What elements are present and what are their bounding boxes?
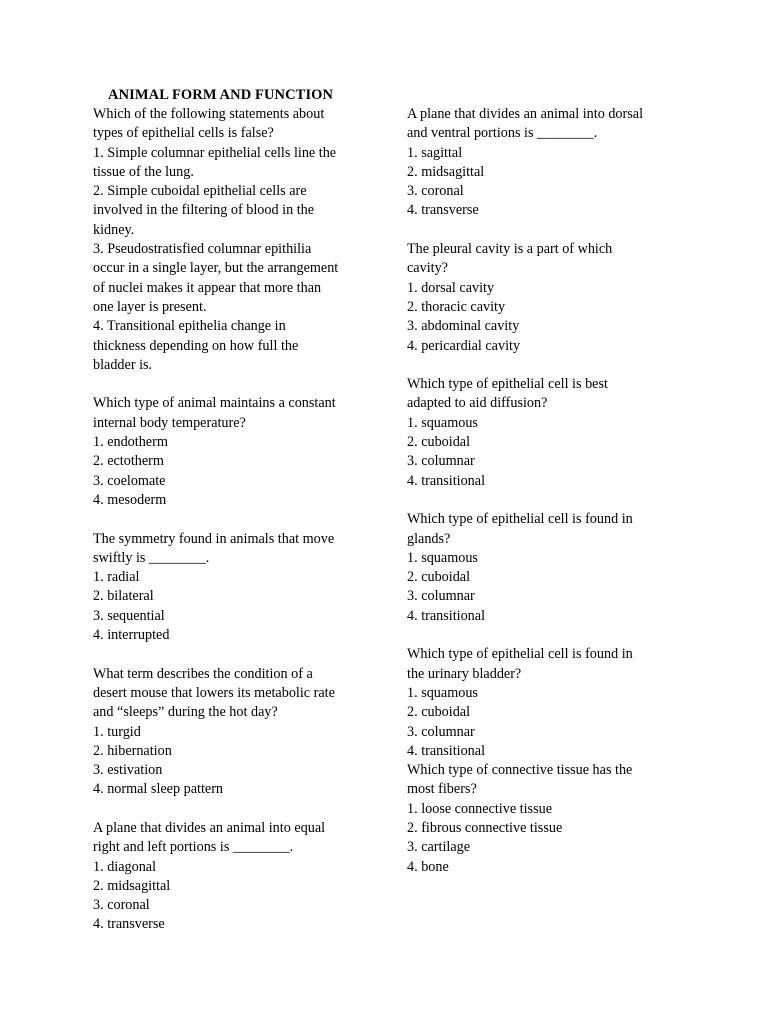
- question-stem: Which type of connective tissue has the most fibers?: [407, 762, 633, 798]
- answer-option: 2. midsagittal: [407, 163, 485, 180]
- answer-option: 3. estivation: [93, 762, 163, 779]
- answer-option: 1. Simple columnar epithelial cells line the tissue of the lung.: [93, 144, 337, 180]
- answer-option: 2. hibernation: [93, 742, 172, 759]
- answer-option: 4. normal sleep pattern: [93, 781, 224, 798]
- question-block: [407, 645, 692, 761]
- answer-option: 4. mesoderm: [93, 491, 167, 508]
- answer-option: 3. columnar: [407, 723, 475, 740]
- question-block: [93, 819, 378, 935]
- answer-option: 4. transitional: [407, 742, 486, 759]
- answer-option: 4. transverse: [93, 916, 165, 933]
- question-block: [407, 761, 692, 877]
- answer-option: 4. pericardial cavity: [407, 337, 521, 354]
- question-stem: The symmetry found in animals that move swiftly is ________.: [93, 530, 335, 566]
- answer-option: 2. bilateral: [93, 588, 154, 605]
- answer-option: 2. cuboidal: [407, 704, 471, 721]
- answer-option: 3. abdominal cavity: [407, 318, 520, 335]
- question-block: [407, 240, 692, 356]
- question-block: [93, 105, 378, 375]
- answer-option: 1. endotherm: [93, 434, 168, 451]
- question-block: [93, 394, 378, 510]
- answer-option: 2. Simple cuboidal epithelial cells are involved in the filtering of blood in the kidney.: [93, 183, 315, 238]
- question-block: [93, 530, 378, 646]
- answer-option: 4. transitional: [407, 607, 486, 624]
- answer-option: 4. transverse: [407, 202, 479, 219]
- question-stem: What term describes the condition of a desert mouse that lowers its metabolic rate and “sleeps” during the hot day?: [93, 665, 335, 721]
- answer-option: 2. fibrous connective tissue: [407, 819, 563, 836]
- page-title: ANIMAL FORM AND FUNCTION: [108, 87, 334, 103]
- answer-option: 2. thoracic cavity: [407, 298, 506, 315]
- answer-option: 1. turgid: [93, 723, 141, 740]
- answer-option: 2. midsagittal: [93, 877, 171, 894]
- left-column: [93, 105, 378, 954]
- answer-option: 1. sagittal: [407, 144, 463, 161]
- question-stem: A plane that divides an animal into dorsal and ventral portions is ________.: [407, 106, 644, 142]
- answer-option: 3. cartilage: [407, 839, 471, 856]
- answer-option: 4. interrupted: [93, 627, 170, 644]
- question-stem: Which type of epithelial cell is found in glands?: [407, 511, 633, 547]
- answer-option: 4. bone: [407, 858, 449, 875]
- question-stem: Which type of epithelial cell is found in the urinary bladder?: [407, 646, 633, 682]
- question-stem: Which of the following statements about types of epithelial cells is false?: [93, 106, 325, 142]
- answer-option: 2. cuboidal: [407, 434, 471, 451]
- question-stem: A plane that divides an animal into equal right and left portions is ________.: [93, 819, 326, 856]
- answer-option: 3. coronal: [93, 897, 150, 914]
- question-block: [407, 375, 692, 491]
- answer-option: 3. coelomate: [93, 472, 166, 489]
- answer-option: 1. squamous: [407, 549, 478, 566]
- answer-option: 4. transitional: [407, 472, 486, 489]
- answer-option: 3. columnar: [407, 588, 475, 605]
- answer-option: 3. sequential: [93, 607, 165, 624]
- question-stem: The pleural cavity is a part of which cavity?: [407, 241, 613, 277]
- answer-option: 3. Pseudostratisfied columnar epithilia occur in a single layer, but the arrangement of nuclei makes it appear that more than one layer is present.: [93, 241, 339, 315]
- answer-option: 2. ectotherm: [93, 453, 164, 470]
- question-block: [407, 105, 692, 221]
- answer-option: 3. columnar: [407, 453, 475, 470]
- answer-option: 1. squamous: [407, 684, 478, 701]
- right-column: [407, 105, 692, 896]
- question-stem: Which type of animal maintains a constant internal body temperature?: [93, 395, 336, 431]
- answer-option: 1. squamous: [407, 414, 478, 431]
- question-block: [407, 510, 692, 626]
- answer-option: 4. Transitional epithelia change in thickness depending on how full the bladder is.: [93, 318, 299, 373]
- answer-option: 3. coronal: [407, 183, 464, 200]
- answer-option: 1. dorsal cavity: [407, 279, 495, 296]
- answer-option: 1. diagonal: [93, 858, 157, 875]
- question-stem: Which type of epithelial cell is best adapted to aid diffusion?: [407, 376, 608, 412]
- answer-option: 1. radial: [93, 569, 140, 586]
- answer-option: 1. loose connective tissue: [407, 800, 552, 817]
- answer-option: 2. cuboidal: [407, 569, 471, 586]
- question-block: [93, 665, 378, 800]
